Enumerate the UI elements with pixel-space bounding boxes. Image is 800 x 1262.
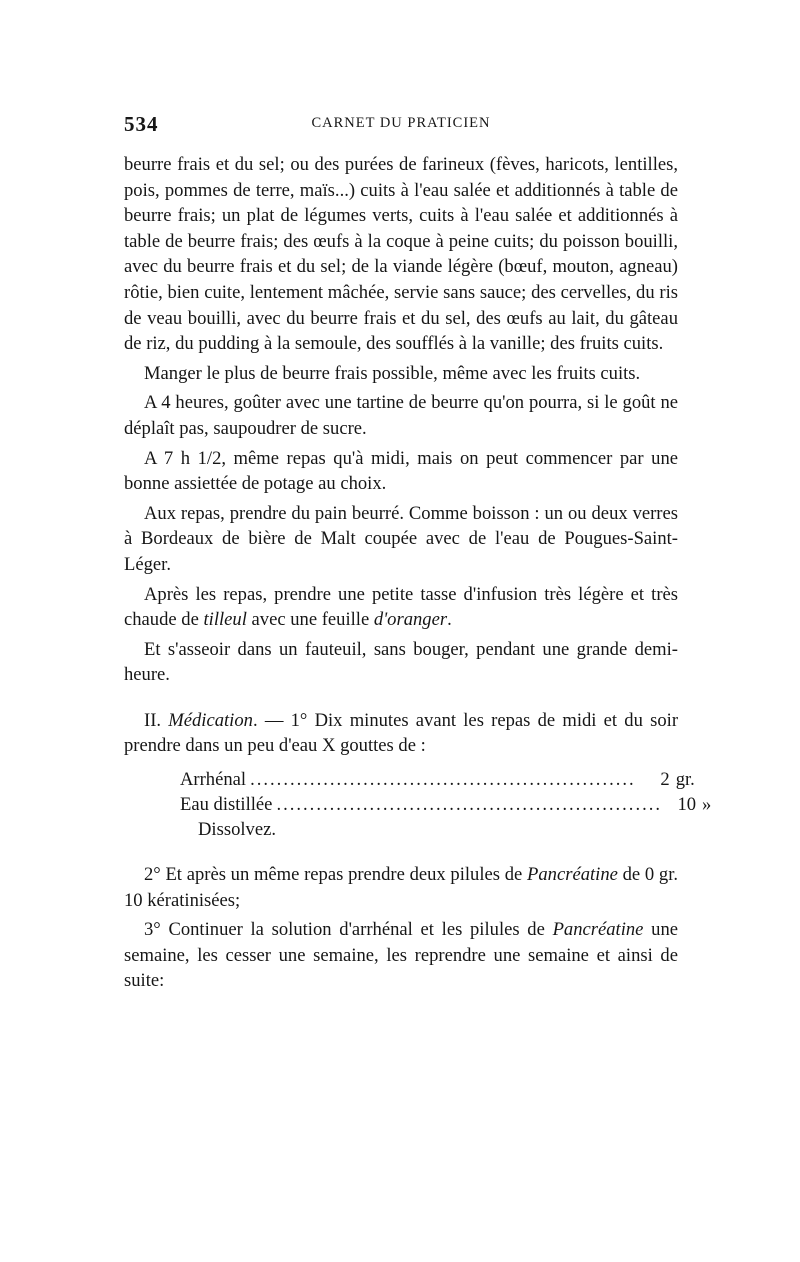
section-medication (124, 708, 678, 759)
continue-text: 3° Continuer la solution d'arrhénal et les pilules de (144, 919, 553, 941)
formula-instruction: Dissolvez. (198, 819, 276, 841)
page-header (124, 112, 678, 138)
dot-leader: .......................................................... (276, 794, 663, 816)
tilleul-term: tilleul (203, 609, 247, 631)
prescription-formula (180, 767, 712, 842)
ingredient-name: Eau distillée (180, 794, 273, 816)
ingredient-amount: 2 (660, 769, 670, 791)
continue-text-2: une semaine, les cesser une semaine, les reprendre une semaine et ainsi de suite: (124, 919, 678, 992)
ingredient-amount: 10 (677, 794, 697, 816)
formula-row-arrhenal (180, 767, 695, 792)
infusion-text: Après les repas, prendre une petite tasse d'infusion très légère et très chaude de (124, 583, 678, 631)
paragraph-infusion (124, 582, 678, 633)
oranger-term: d'oranger (373, 609, 448, 631)
paragraph-rest: Et s'asseoir dans un fauteuil, sans bouger, pendant une grande demi-heure. (124, 638, 678, 686)
paragraph-pills (124, 862, 678, 913)
infusion-text-2: avec une feuille (246, 609, 374, 631)
paragraph-four-oclock: A 4 heures, goûter avec une tartine de beurre qu'on pourra, si le goût ne déplaît pas, saupoudrer de sucre. (124, 392, 678, 439)
running-head: CARNET DU PRATICIEN (311, 115, 491, 131)
paragraph-continue (124, 917, 678, 994)
section-title: Médication (168, 709, 253, 731)
dot-leader: .......................................................... (250, 769, 636, 791)
page-number: 534 (124, 112, 159, 136)
pancreatine-term-2: Pancréatine (552, 919, 644, 941)
pills-text-2: de 0 gr. 10 kératinisées; (124, 864, 679, 911)
ingredient-unit: gr. (675, 769, 695, 791)
section-number: II. (144, 709, 169, 731)
section-text: . — 1° Dix minutes avant les repas de midi et du soir prendre dans un peu d'eau X gouttes de : (124, 709, 679, 757)
paragraph-diet-list: beurre frais et du sel; ou des purées de farineux (fèves, haricots, lentilles, pois, pommes de terre, maïs...) cuits à l'eau salée et additionnés à table de beurre frais; un plat de légumes verts, cuits à l'eau salée et additionnés à table de beurre frais; des œufs à la coque à peine cuits; du poisson bouilli, avec du beurre frais et du sel; de la viande légère (bœuf, mouton, agneau) rôtie, bien cuite, lentement mâchée, servie sans sauce; des cervelles, du ris de veau bouilli, avec du beurre frais et du sel, des œufs au lait, du gâteau de riz, du pudding à la semoule, des soufflés à la vanille; des fruits cuits. (124, 154, 678, 355)
paragraph-evening-meal: A 7 h 1/2, même repas qu'à midi, mais on peut commencer par une bonne assiettée de potage au choix. (124, 447, 678, 495)
infusion-end: . (447, 609, 452, 631)
body-text (124, 152, 712, 998)
paragraph-butter: Manger le plus de beurre frais possible, même avec les fruits cuits. (144, 362, 641, 384)
formula-row-water (180, 792, 712, 817)
pancreatine-term: Pancréatine (527, 864, 618, 886)
ingredient-name: Arrhénal (180, 769, 247, 791)
paragraph-drinks: Aux repas, prendre du pain beurré. Comme boisson : un ou deux verres à Bordeaux de bière de Malt coupée avec de l'eau de Pougues-Saint-Léger. (124, 502, 678, 575)
ingredient-unit: » (702, 794, 712, 816)
pills-text: 2° Et après un même repas prendre deux pilules de (144, 864, 528, 886)
